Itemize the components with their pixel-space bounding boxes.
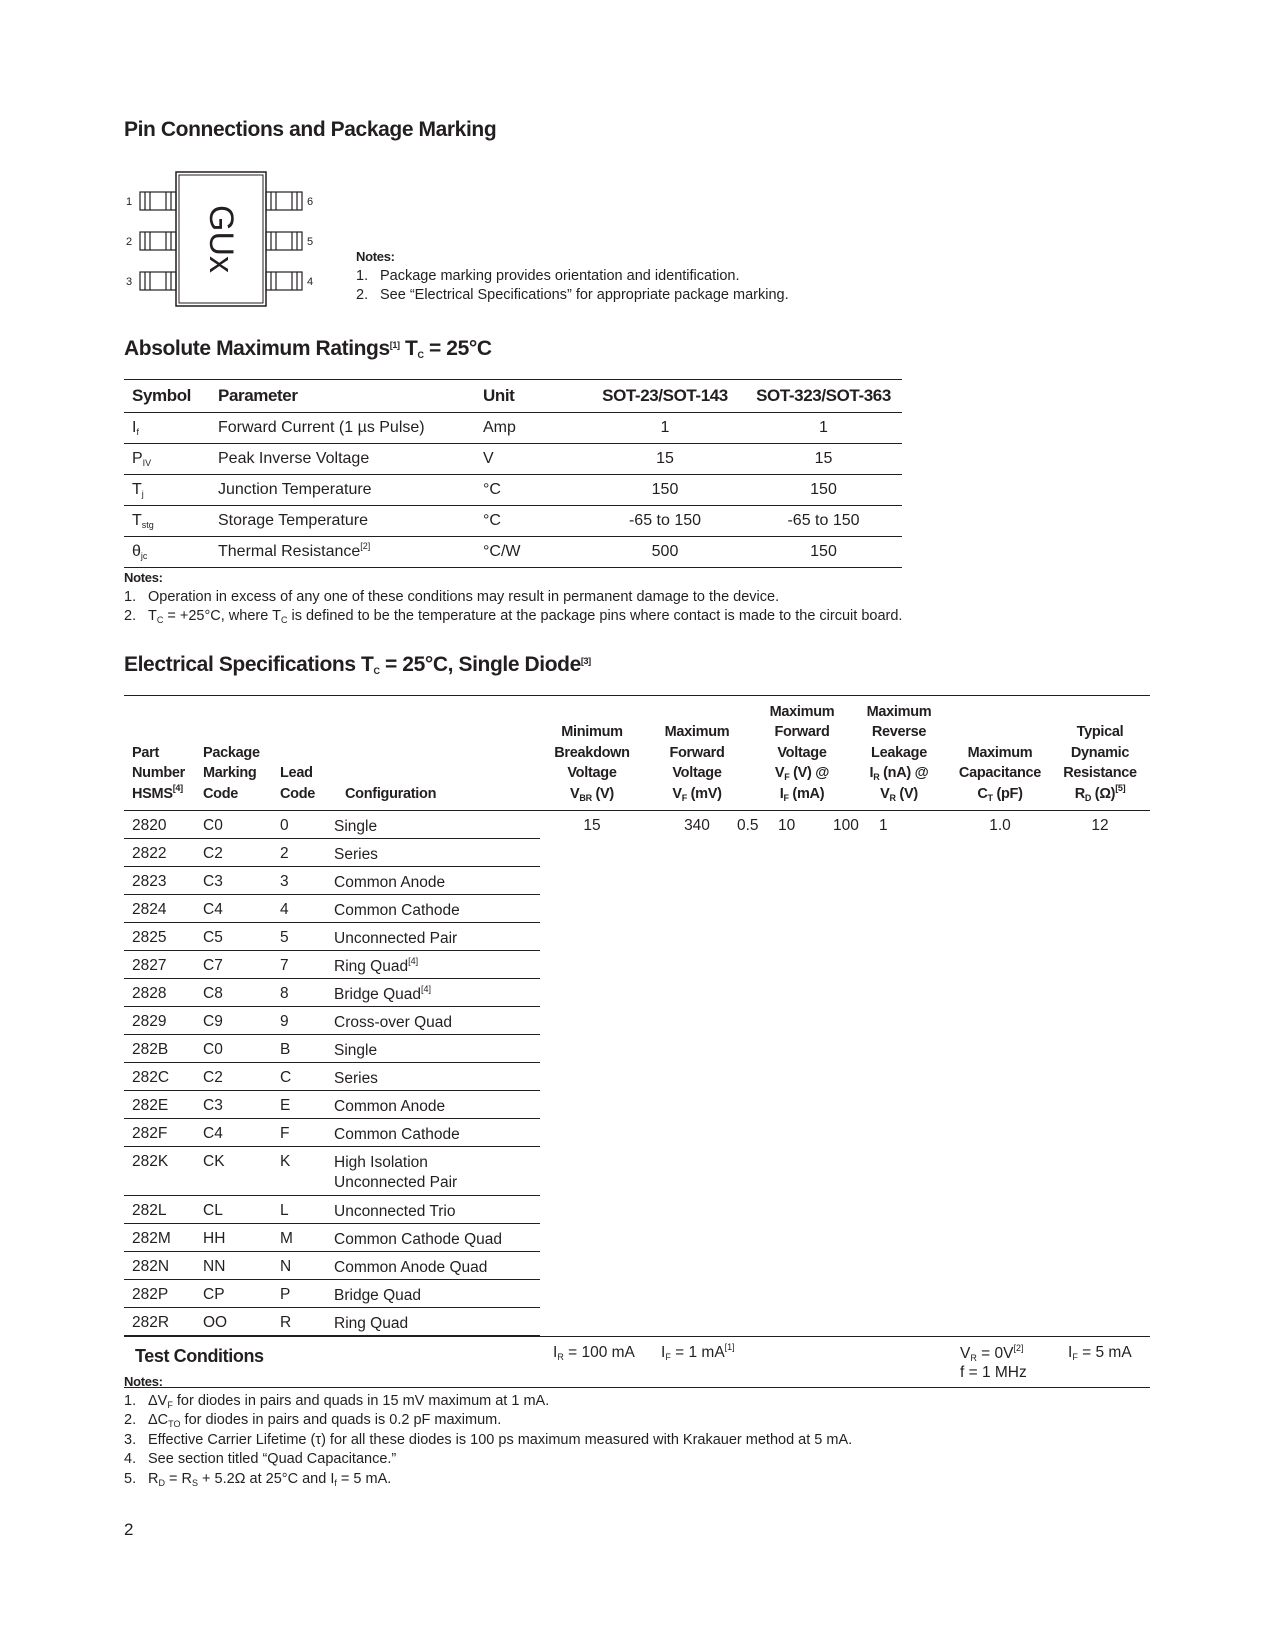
col-part-number: Part Number HSMS[4]: [132, 744, 185, 802]
unit-cell: °C: [483, 481, 501, 498]
table-row: [124, 1280, 1150, 1308]
lead-code: K: [280, 1153, 291, 1170]
col-sot23: SOT-23/SOT-143: [602, 386, 728, 405]
left-pins: [140, 192, 176, 290]
col-ir-at-vr: Maximum Reverse Leakage $I_R$ (nA) @ $V_R$ (V): [866, 703, 932, 803]
configuration: Bridge Quad[4]: [334, 984, 432, 1003]
abs-max-ratings-table: [124, 379, 902, 568]
package-marking-code: C7: [203, 957, 223, 974]
col-parameter: Parameter: [218, 386, 298, 405]
symbol-cell: $T_j$: [132, 481, 144, 499]
package-marking-code: CK: [203, 1153, 225, 1170]
part-number: 282B: [132, 1041, 169, 1058]
sot323-value: 150: [810, 543, 837, 560]
package-marking-code: C0: [203, 1041, 223, 1058]
part-number: 2824: [132, 901, 167, 918]
package-marking-code: C9: [203, 1013, 223, 1030]
configuration: Common Anode: [334, 874, 446, 891]
abs-max-notes: [124, 568, 1124, 627]
note-item: 5. $R_D = R_S + 5.2\Omega$ at 25°C and $I_f = 5$ mA.: [124, 1470, 392, 1488]
lead-code: 5: [280, 929, 289, 946]
part-number: 2827: [132, 957, 167, 974]
lead-code: M: [280, 1230, 293, 1247]
col-vf-at-if: Maximum Forward Voltage $V_F$ (V) @ $I_F$ (mA): [769, 703, 835, 803]
part-number: 282N: [132, 1258, 170, 1275]
lead-code: 7: [280, 957, 289, 974]
table-row: [124, 867, 1150, 895]
package-marking-code: C4: [203, 1125, 223, 1142]
part-number: 2822: [132, 845, 167, 862]
parameter-cell: Peak Inverse Voltage: [218, 450, 370, 467]
configuration: Bridge Quad: [334, 1287, 422, 1304]
note-item: 4. See section titled “Quad Capacitance.”: [124, 1451, 397, 1467]
configuration: Series: [334, 846, 378, 863]
vbr-value: 15: [583, 817, 601, 834]
col-lead-code: Lead Code: [280, 765, 316, 802]
vf-at-if-current: 10: [778, 817, 796, 834]
notes-title: Notes:: [356, 249, 395, 264]
package-marking-code: C8: [203, 985, 223, 1002]
col-capacitance: Maximum Capacitance $C_T$ (pF): [958, 744, 1042, 803]
table-row: [124, 1308, 1150, 1336]
lead-code: 4: [280, 901, 289, 918]
part-number: 2825: [132, 929, 167, 946]
part-number: 282F: [132, 1125, 168, 1142]
parameter-cell: Storage Temperature: [218, 512, 369, 529]
table-row: [124, 1007, 1150, 1035]
package-marking-code: OO: [203, 1314, 228, 1331]
sot23-value: 500: [651, 543, 679, 560]
note-item: 2. See “Electrical Specifications” for appropriate package marking.: [356, 287, 789, 303]
lead-code: B: [280, 1041, 291, 1058]
table-row: [124, 537, 902, 568]
col-dynamic-resistance: Typical Dynamic Resistance $R_D$ (Ω)[5]: [1063, 724, 1137, 803]
part-number: 282L: [132, 1202, 167, 1219]
pin-label-2: 2: [126, 236, 133, 248]
table-row: [124, 444, 902, 475]
table-row: [124, 1196, 1150, 1224]
package-marking-code: C3: [203, 873, 223, 890]
note-item: 2. $\Delta C_{TO}$ for diodes in pairs and quads is 0.2 pF maximum.: [124, 1412, 502, 1429]
table-row: [124, 506, 902, 537]
configuration: Common Anode: [334, 1098, 446, 1115]
package-marking-code: C5: [203, 929, 223, 946]
configuration: Single: [334, 1042, 378, 1059]
sot23-value: 150: [651, 481, 679, 498]
part-number: 282C: [132, 1069, 170, 1086]
package-marking-code: C4: [203, 901, 223, 918]
abs-max-ratings-title: Absolute Maximum Ratings[1] $T_C = 25^\circ C$: [124, 337, 492, 360]
vf-value: 340: [684, 817, 710, 834]
test-ct: $V_R = 0V[2]$ f = 1 MHz: [960, 1343, 1027, 1381]
symbol-cell: $I_f$: [132, 419, 139, 437]
configuration: Common Cathode: [334, 902, 460, 919]
sot323-value: 1: [819, 419, 828, 436]
parameter-cell: Thermal Resistance[2]: [218, 541, 371, 560]
package-marking-code: C3: [203, 1097, 223, 1114]
table-row: [124, 1147, 1150, 1196]
notes-title: Notes:: [124, 1374, 163, 1389]
lead-code: E: [280, 1097, 291, 1114]
symbol-cell: $P_{IV}$: [132, 450, 152, 468]
col-package-marking: Package Marking Code: [203, 744, 260, 802]
parameter-cell: Forward Current (1 µs Pulse): [218, 419, 425, 436]
lead-code: N: [280, 1258, 292, 1275]
sot323-value: 15: [814, 450, 833, 467]
pin-label-4: 4: [307, 276, 314, 288]
capacitance-value: 1.0: [989, 817, 1011, 834]
configuration: Common Cathode: [334, 1126, 460, 1143]
unit-cell: °C: [483, 512, 501, 529]
part-number: 282K: [132, 1153, 169, 1170]
table-header-row: [124, 695, 1150, 811]
lead-code: F: [280, 1125, 290, 1142]
page-number: 2: [124, 1520, 134, 1539]
configuration: Single: [334, 818, 378, 835]
configuration: Unconnected Pair: [334, 930, 458, 947]
note-item: 2. $T_C = +25^\circ C$, where $T_C$ is defined to be the temperature at the package pins where contact is made to the circuit board.: [124, 608, 903, 625]
configuration: Ring Quad: [334, 1315, 409, 1332]
lead-code: P: [280, 1286, 291, 1303]
dynamic-resistance-value: 12: [1091, 817, 1109, 834]
electrical-specs-title: Electrical Specifications $T_C = 25^\circ C$, Single Diode[3]: [124, 653, 591, 676]
package-notes: [356, 247, 856, 306]
sot23-value: 1: [660, 419, 670, 436]
col-vf: Maximum Forward Voltage $V_F$ (mV): [664, 724, 730, 803]
part-number: 282M: [132, 1230, 171, 1247]
lead-code: 0: [280, 817, 289, 834]
ir-voltage: 1: [879, 817, 888, 834]
table-header-row: [124, 380, 902, 413]
electrical-specs-notes: [124, 1372, 1124, 1489]
col-configuration: Configuration: [345, 785, 437, 802]
table-row: [124, 839, 1150, 867]
pin-label-1: 1: [126, 196, 133, 208]
table-row: [124, 1091, 1150, 1119]
sot323-value: 150: [810, 481, 837, 498]
package-marking-code: HH: [203, 1230, 226, 1247]
col-symbol: Symbol: [132, 386, 192, 405]
test-vf: $I_F = 1$ mA[1]: [661, 1342, 735, 1362]
test-conditions-label: Test Conditions: [135, 1346, 264, 1366]
sot323-value: -65 to 150: [787, 512, 860, 529]
table-row: [124, 951, 1150, 979]
part-number: 282E: [132, 1097, 169, 1114]
configuration: Common Cathode Quad: [334, 1231, 503, 1248]
table-row: [124, 475, 902, 506]
lead-code: C: [280, 1069, 292, 1086]
pin-label-3: 3: [126, 276, 133, 288]
package-marking-code: C2: [203, 845, 223, 862]
sot23-value: 15: [656, 450, 674, 467]
package-marking-code: C0: [203, 817, 223, 834]
table-row: [124, 1224, 1150, 1252]
part-number: 2829: [132, 1013, 167, 1030]
configuration: Series: [334, 1070, 378, 1087]
part-number: 282P: [132, 1286, 169, 1303]
pin-connections-title: Pin Connections and Package Marking: [124, 118, 497, 141]
table-row: [124, 979, 1150, 1007]
symbol-cell: $T_{stg}$: [132, 512, 154, 530]
lead-code: L: [280, 1202, 289, 1219]
pin-label-6: 6: [307, 196, 314, 208]
table-row: [124, 1035, 1150, 1063]
test-vbr: $I_R = 100$ mA: [553, 1344, 635, 1362]
sot23-value: -65 to 150: [628, 512, 702, 529]
note-item: 1. $\Delta V_F$ for diodes in pairs and quads in 15 mV maximum at 1 mA.: [124, 1392, 550, 1410]
electrical-specs-table: [124, 695, 1150, 1388]
right-pins: [266, 192, 302, 290]
configuration: Cross-over Quad: [334, 1014, 453, 1031]
configuration: Ring Quad[4]: [334, 956, 419, 975]
part-number: 2820: [132, 817, 167, 834]
table-row: [124, 413, 902, 444]
lead-code: R: [280, 1314, 292, 1331]
vf-at-if-voltage: 0.5: [737, 817, 759, 834]
lead-code: 9: [280, 1013, 289, 1030]
configuration: High Isolation Unconnected Pair: [334, 1154, 458, 1191]
notes-title: Notes:: [124, 570, 163, 585]
test-rd: $I_F = 5$ mA: [1068, 1344, 1132, 1362]
package-marking-code: CL: [203, 1202, 223, 1219]
configuration: Unconnected Trio: [334, 1203, 456, 1220]
table-row: [124, 1063, 1150, 1091]
package-marking-code: C2: [203, 1069, 223, 1086]
unit-cell: Amp: [483, 419, 516, 436]
lead-code: 2: [280, 845, 289, 862]
unit-cell: V: [483, 450, 494, 467]
package-marking: GUx: [202, 205, 240, 273]
note-item: 1. Package marking provides orientation and identification.: [356, 267, 740, 284]
note-item: 1. Operation in excess of any one of these conditions may result in permanent damage to the device.: [124, 588, 780, 605]
table-row: [124, 1252, 1150, 1280]
part-number: 2828: [132, 985, 167, 1002]
configuration: Common Anode Quad: [334, 1259, 488, 1276]
table-row: [124, 923, 1150, 951]
lead-code: 8: [280, 985, 289, 1002]
lead-code: 3: [280, 873, 289, 890]
ir-current: 100: [833, 817, 859, 834]
col-sot323: SOT-323/SOT-363: [756, 386, 891, 405]
table-row: [124, 1119, 1150, 1147]
symbol-cell: $\theta_{jc}$: [132, 543, 148, 561]
package-marking-code: NN: [203, 1258, 226, 1275]
table-body: [124, 811, 1150, 1336]
table-row: [124, 811, 1150, 839]
table-row: [124, 895, 1150, 923]
package-diagram: [124, 170, 324, 310]
note-item: 3. Effective Carrier Lifetime (τ) for all these diodes is 100 ps maximum measured with Krakauer method at 5 mA.: [124, 1431, 853, 1448]
col-unit: Unit: [483, 386, 515, 405]
package-marking-code: CP: [203, 1286, 225, 1303]
parameter-cell: Junction Temperature: [218, 481, 372, 498]
pin-label-5: 5: [307, 236, 314, 248]
unit-cell: °C/W: [483, 543, 521, 560]
col-vbr: Minimum Breakdown Voltage $V_{BR}$ (V): [554, 724, 630, 803]
part-number: 282R: [132, 1314, 170, 1331]
part-number: 2823: [132, 873, 167, 890]
